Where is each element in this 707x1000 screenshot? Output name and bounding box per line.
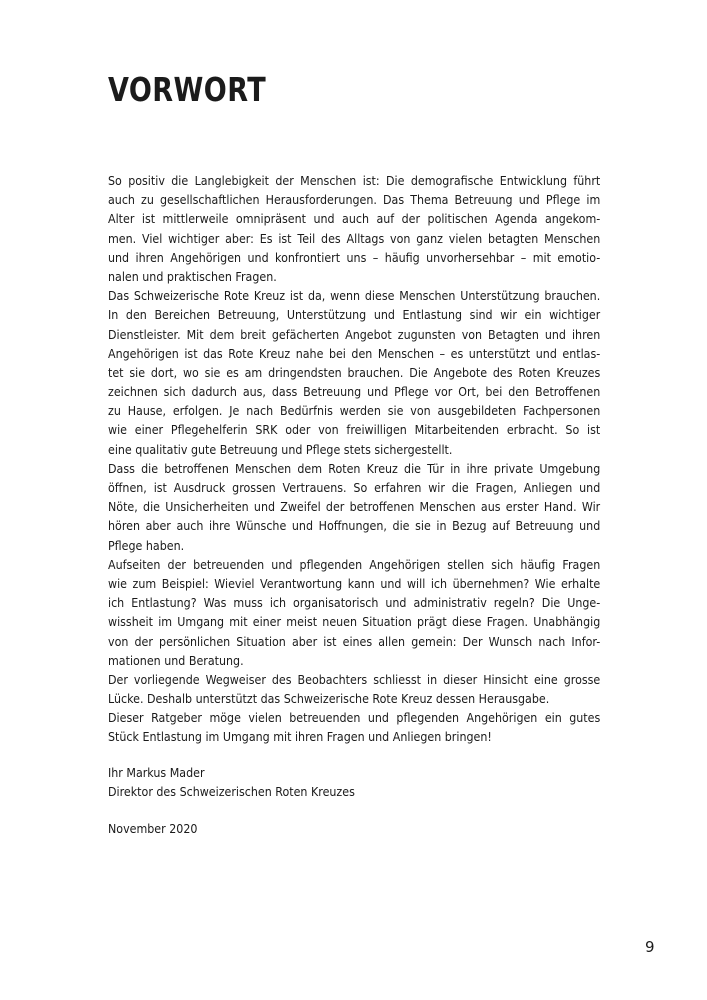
text-line: Angehörigen ist das Rote Kreuz nahe bei den Menschen – es unterstützt und entlas-	[108, 345, 601, 361]
page-number: 9	[645, 938, 655, 956]
text-line: auch zu gesellschaftlichen Herausforderungen. Das Thema Betreuung und Pflege im	[108, 192, 601, 208]
text-line: mationen und Beratung.	[108, 652, 244, 668]
text-line: men. Viel wichtiger aber: Es ist Teil des Alltags von ganz vielen betagten Menschen	[108, 230, 601, 246]
text-line: nalen und praktischen Fragen.	[108, 268, 277, 284]
text-line: zu Hause, erfolgen. Je nach Bedürfnis werden sie von ausgebildeten Fachpersonen	[108, 403, 601, 419]
text-line: Dienstleister. Mit dem breit gefächerten Angebot zugunsten von Betagten und ihren	[108, 326, 601, 342]
text-line: Lücke. Deshalb unterstützt das Schweizerische Rote Kreuz dessen Herausgabe.	[108, 691, 550, 707]
signature-block	[108, 763, 658, 801]
signature-role: Direktor des Schweizerischen Roten Kreuzes	[108, 784, 355, 800]
text-line: zeichnen sich dadurch aus, dass Betreuung und Pflege vor Ort, bei den Betroffenen	[108, 384, 601, 400]
body-text	[108, 171, 600, 747]
text-line: Dieser Ratgeber möge vielen betreuenden und pflegenden Angehörigen ein gutes	[108, 710, 601, 726]
signature-name: Ihr Markus Mader	[108, 765, 205, 780]
text-line: hören aber auch ihre Wünsche und Hoffnungen, die sie in Bezug auf Betreuung und	[108, 518, 601, 534]
text-line: ich Entlastung? Was muss ich organisatorisch und administrativ regeln? Die Unge-	[108, 595, 601, 611]
text-line: Aufseiten der betreuenden und pflegenden Angehörigen stellen sich häufig Fragen	[108, 556, 601, 572]
text-line: Stück Entlastung im Umgang mit ihren Fragen und Anliegen bringen!	[108, 729, 492, 745]
text-line: wie einer Pflegehelferin SRK oder von freiwilligen Mitarbeitenden erbracht. So ist	[108, 422, 601, 438]
text-line: öffnen, ist Ausdruck grossen Vertrauens. So erfahren wir die Fragen, Anliegen und	[108, 480, 601, 495]
text-line: eine qualitativ gute Betreuung und Pflege stets sichergestellt.	[108, 441, 453, 457]
text-line: So positiv die Langlebigkeit der Menschen ist: Die demografische Entwicklung führt	[108, 173, 601, 188]
text-line: Das Schweizerische Rote Kreuz ist da, wenn diese Menschen Unterstützung brauchen.	[108, 288, 601, 304]
page-title: VORWORT	[108, 70, 267, 109]
text-line: Dass die betroffenen Menschen dem Roten Kreuz die Tür in ihre private Umgebung	[108, 460, 601, 476]
date-block	[108, 819, 658, 838]
text-line: wissheit im Umgang mit einer meist neuen Situation prägt diese Fragen. Unabhängig	[108, 614, 601, 630]
text-line: Pflege haben.	[108, 537, 185, 553]
text-line: tet sie dort, wo sie es am dringendsten brauchen. Die Angebote des Roten Kreuzes	[108, 364, 601, 380]
text-line: wie zum Beispiel: Wieviel Verantwortung kann und will ich übernehmen? Wie erhalte	[108, 575, 601, 591]
text-line: Der vorliegende Wegweiser des Beobachters schliesst in dieser Hinsicht eine grosse	[108, 671, 601, 687]
text-line: Alter ist mittlerweile omnipräsent und auch auf der politischen Agenda angekom-	[108, 211, 601, 227]
text-line: von der persönlichen Situation aber ist eines allen gemein: Der Wunsch nach Infor-	[108, 633, 601, 649]
text-line: und ihren Angehörigen und konfrontiert uns – häufig unvorhersehbar – mit emotio-	[108, 249, 601, 265]
document-date: November 2020	[108, 821, 198, 836]
text-line: In den Bereichen Betreuung, Unterstützung und Entlastung sind wir ein wichtiger	[108, 307, 601, 323]
text-line: Nöte, die Unsicherheiten und Zweifel der betroffenen Menschen aus erster Hand. Wir	[108, 499, 601, 515]
